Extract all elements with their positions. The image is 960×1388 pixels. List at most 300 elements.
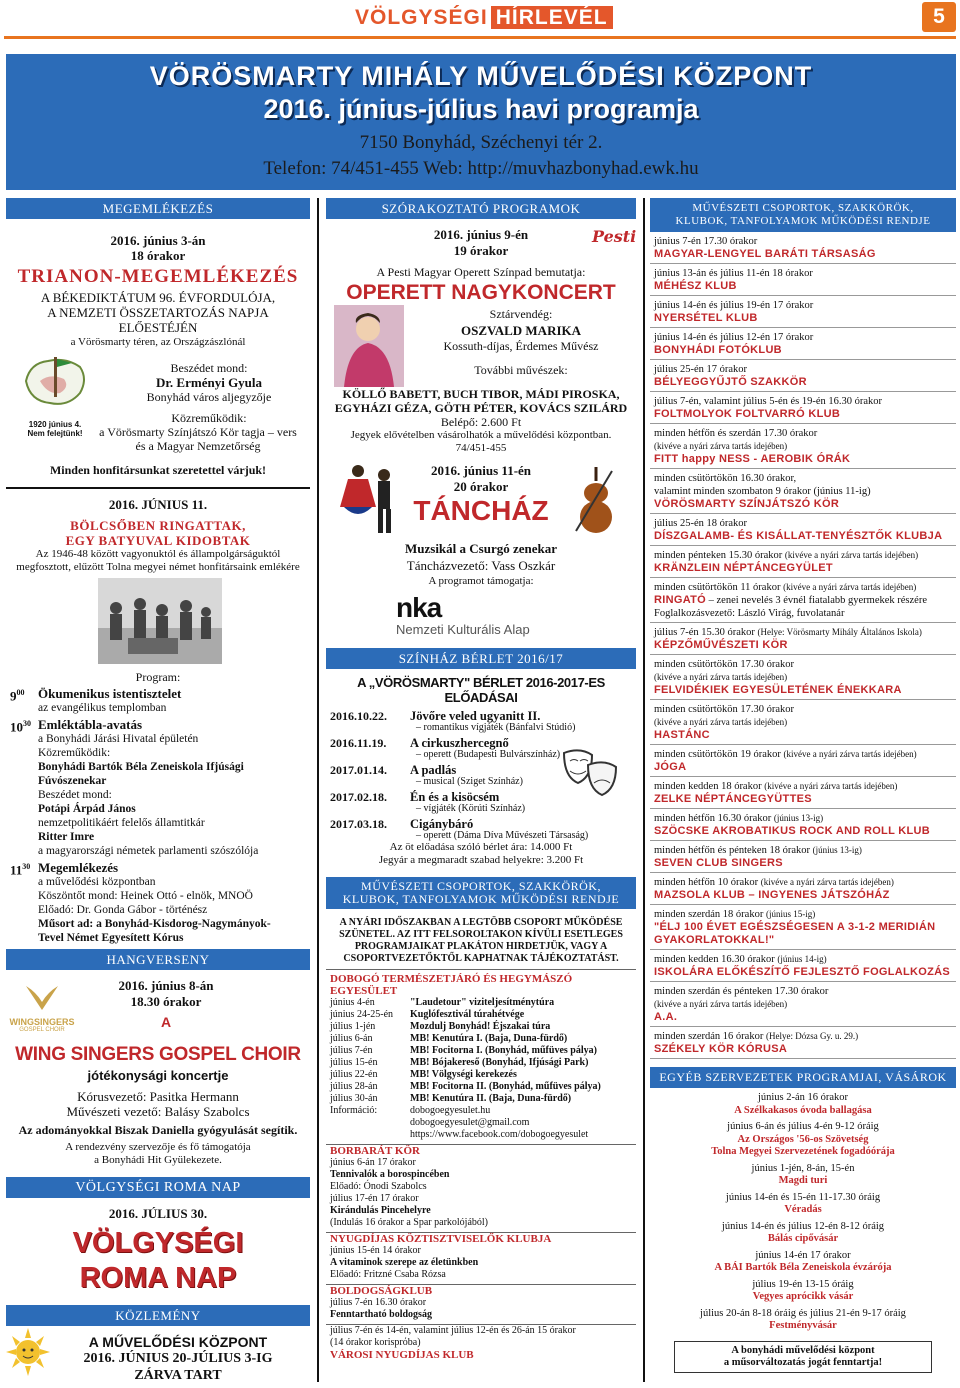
show-desc: – operett (Dáma Díva Művészeti Társaság) [416, 830, 589, 841]
club-entry [650, 623, 956, 655]
speaker-role: Bonyhád város aljegyzője [146, 390, 272, 404]
club-time-text: június 7-én 17.30 órakor [654, 236, 758, 247]
event-title: EGY BATYUVAL KIDOBTAK [65, 533, 251, 548]
club-time-text: minden hétfőn 16.30 órakor [654, 813, 772, 824]
other-event [650, 1308, 956, 1333]
club-name-line [654, 793, 952, 806]
schedule-date: július 1-jén [330, 1021, 376, 1032]
club-name: A.A. [654, 1011, 678, 1023]
section-header: EGYÉB SZERVEZETEK PROGRAMJAI, VÁSÁROK [650, 1067, 956, 1088]
section-header [326, 877, 636, 909]
program-title: Emléktábla-avatás [38, 717, 142, 732]
show-date: 2017.02.18. [330, 790, 387, 804]
event-name: Vegyes aprócikk vásár [752, 1291, 854, 1302]
schedule-event: MB! Focitorna I. (Bonyhád, műfüves pálya) [410, 1045, 597, 1056]
program-banner [6, 54, 956, 190]
show-desc: – vígjáték (Körúti Színház) [416, 803, 526, 814]
program-title: Ökumenikus istentisztelet [38, 686, 182, 701]
club-desc: – zenei nevelés 3 évnél fiatalabb gyermekek részére [706, 595, 927, 606]
event-date: 2016. június 8-án [118, 978, 214, 993]
contact-link[interactable]: https://www.facebook.com/dobogoegyesulet [410, 1129, 589, 1140]
club-name: SEVEN CLUB SINGERS [654, 857, 783, 869]
club-name: BONYHÁDI FOTÓKLUB [654, 344, 782, 356]
club-time [654, 331, 952, 344]
club-note: (június 13-ig) [812, 845, 862, 855]
event-title: WING SINGERS GOSPEL CHOIR [15, 1044, 301, 1065]
program-line: Ritter Imre [38, 831, 95, 843]
banner-subtitle: 2016. június-július havi programja [263, 94, 699, 124]
schedule-event: Kuglófesztivál túrahétvége [410, 1009, 525, 1020]
seat-price: Jegyár a megmaradt szabad helyekre: 3.200 Ft [378, 854, 584, 866]
other-events [650, 1092, 956, 1333]
club-time-text: minden szerdán 16 órakor [654, 1031, 764, 1042]
program-list [6, 686, 310, 945]
club-name-line [654, 684, 952, 697]
club-schedule [650, 232, 956, 1059]
program-item [6, 717, 310, 858]
trianon-logo [20, 351, 90, 438]
roma-title: ROMA NAP [79, 1262, 237, 1294]
dance-leader: Táncházvezető: Vass Oszkár [406, 558, 556, 573]
subscription-title: A „VÖRÖSMARTY" BÉRLET 2016-2017-ES ELŐADÁSAI [357, 675, 605, 705]
club-time-text: minden kedden 18 órakor [654, 781, 762, 792]
guest-award: Kossuth-díjas, Érdemes Művész [443, 339, 599, 353]
header-line: KLUBOK, TANFOLYAMOK MŰKÖDÉSI RENDJE [675, 215, 931, 227]
program-title: Megemlékezés [38, 860, 119, 875]
event-time: június 2-án 16 órakor [757, 1092, 849, 1103]
club-title: VÁROSI NYUGDÍJAS KLUB [330, 1349, 474, 1361]
show-title: A padlás [410, 763, 457, 777]
club-entry [650, 1027, 956, 1059]
club-name: MAGYAR-LENGYEL BARÁTI TÁRSASÁG [654, 248, 876, 260]
club-time [654, 780, 952, 793]
event-desc: megfosztott, elűzött Tolna megyei német honfitársaink emlékére [16, 561, 300, 573]
schedule-date: július 15-én [330, 1057, 378, 1068]
column-divider [317, 198, 319, 1382]
schedule-event: MB! Bójakereső (Bonyhád, Ifjúsági Park) [410, 1057, 589, 1068]
schedule-date: július 30-án [330, 1093, 378, 1104]
schedule-date: július 7-én [330, 1045, 373, 1056]
club-name-line [654, 889, 952, 902]
organizer-note: A rendezvény szervezője és fő támogatója [65, 1141, 251, 1153]
schedule-row [330, 1069, 636, 1081]
event-place: a Vörösmarty téren, az Országzászlónál [70, 336, 246, 348]
club-title: BORBARÁT KÖR [330, 1145, 420, 1157]
club-name: KÉPZŐMŰVÉSZETI KÖR [654, 639, 788, 651]
guest-label: Sztárvendég: [489, 307, 553, 321]
divider [326, 969, 636, 970]
club-line: június 6-án 17 órakor [330, 1157, 416, 1168]
club-note: (június 13-ig) [773, 813, 824, 823]
event-desc: Az 1946-48 között vagyonuktól és állampolgárságuktól [35, 548, 281, 560]
schedule-event: Mozdulj Bonyhád! Éjszakai túra [410, 1021, 551, 1032]
club-line: Tennivalók a borospincében [330, 1169, 450, 1180]
newsletter-title: VÖLGYSÉGI HÍRLEVÉL [355, 6, 613, 30]
club-name-line [654, 825, 952, 838]
event-time: július 20-án 8-18 óráig és július 21-én 9-17 óráig [700, 1307, 906, 1319]
event-date: 2016. JÚNIUS 11. [108, 497, 208, 512]
program-time [10, 860, 30, 877]
club-name-line [654, 376, 952, 389]
club-name: MÉHÉSZ KLUB [654, 280, 737, 292]
club-entry [650, 232, 956, 264]
other-event [650, 1163, 956, 1188]
club-name: BÉLYEGGYŰJTŐ SZAKKÖR [654, 376, 807, 388]
show-desc: – operett (Budapesti Bulvárszínház) [416, 749, 561, 760]
club-time-text: július 7-én 15.30 órakor [654, 627, 755, 638]
event-name: Magdi turi [778, 1175, 828, 1186]
event-time: június 6-án és július 4-én 9-12 óráig [727, 1121, 879, 1132]
club-note: (kivéve a nyári zárva tartás idejében) [654, 441, 788, 451]
club-entry [650, 982, 956, 1027]
club-note: (június 14-ig) [777, 954, 827, 964]
section-header: SZÍNHÁZ BÉRLET 2016/17 [326, 648, 636, 669]
club-entry [650, 264, 956, 296]
club-entry [650, 655, 956, 700]
column-left [6, 198, 310, 1382]
event-time: június 14-én és 15-én 11-17.30 óráig [725, 1191, 881, 1203]
event-title: TRIANON-MEGEMLÉKEZÉS [17, 266, 299, 287]
notice-line: PROGRAMJAIKAT PLAKÁTON HIRDETJÜK, VAGY A [354, 941, 608, 952]
program-line: az evangélikus templomban [38, 702, 167, 714]
club-name: FELVIDÉKIEK EGYESÜLETÉNEK ÉNEKKARA [654, 684, 902, 696]
section-header: MEGEMLÉKEZÉS [6, 198, 310, 219]
club-note: (Helye: Vörösmarty Mihály Általános Iskola) [757, 627, 922, 637]
section-header: HANGVERSENY [6, 949, 310, 970]
club-title-line: EGYESÜLET [330, 985, 398, 997]
club-time-text: minden hétfőn és pénteken 18 órakor [654, 845, 810, 856]
club-line: július 7-én és 14-én, valamint július 12-én és 26-án 15 órakor [330, 1325, 576, 1336]
club-name: "ÉLJ 100 ÉVET EGÉSZSÉGESEN A 3-1-2 MERIDIÁN [654, 921, 936, 933]
club-time [654, 812, 952, 825]
other-event [650, 1121, 956, 1159]
section-header: KÖZLEMÉNY [6, 1305, 310, 1326]
event-time: 18.30 órakor [130, 994, 202, 1009]
club-name-line [654, 761, 952, 774]
column-middle [326, 198, 636, 1382]
event-date: 2016. JÚLIUS 30. [108, 1206, 208, 1221]
club-name: NYERSÉTEL KLUB [654, 312, 758, 324]
club-name-line [654, 453, 952, 466]
club-time: valamint minden szombaton 9 órakor (június 11-ig) [654, 486, 871, 497]
program-time [10, 717, 31, 734]
club-time [654, 427, 952, 440]
event-time: június 14-én 17 órakor [755, 1249, 851, 1261]
event-name: A Szélkakasos óvoda ballagása [734, 1104, 872, 1116]
program-line: Fúvószenekar [38, 775, 107, 787]
show-row [326, 709, 636, 736]
club-name-line [654, 530, 952, 543]
club-time [654, 472, 952, 485]
program-hour: 11 [10, 862, 23, 878]
club-entry [650, 809, 956, 841]
club-entry [650, 328, 956, 360]
singer-photo [334, 305, 404, 387]
support-label: A programot támogatja: [428, 575, 534, 587]
notice-line: ZÁRVA TART [134, 1368, 222, 1383]
schedule-date: június 24-25-én [330, 1009, 394, 1020]
club-time [654, 953, 952, 966]
other-event [650, 1092, 956, 1117]
event-name: Véradás [784, 1204, 822, 1215]
program-item [6, 686, 310, 715]
nka-mark: nka [396, 592, 442, 623]
invite-text: Minden honfitársunkat szeretettel várjuk! [49, 463, 267, 477]
club-time [654, 658, 952, 671]
other-event [650, 1221, 956, 1246]
show-row [326, 817, 636, 844]
donation-note: Az adományokkal Biszak Daniella gyógyulását segítik. [18, 1123, 298, 1137]
show-date: 2017.01.14. [330, 763, 387, 777]
banner-contact: Telefon: 74/451-455 Web: http://muvhazbonyhad.ewk.hu [263, 158, 699, 179]
event-title: BÖLCSŐBEN RINGATTAK, [70, 518, 246, 533]
ticket-phone: 74/451-455 [455, 442, 507, 454]
guest-name: OSZVALD MARIKA [460, 323, 582, 338]
club-line: (Indulás 16 órakor a Spar parkolójából) [330, 1217, 489, 1228]
schedule-date: július 28-án [330, 1081, 378, 1092]
club-time-text: július 25-én 17 órakor [654, 364, 748, 375]
show-title: A cirkuszhercegnő [410, 736, 509, 750]
event-time: 20 órakor [453, 479, 509, 494]
program-line: Beszédet mond: [38, 789, 112, 801]
club-entry [650, 578, 956, 623]
club-line: (14 órakor korisprόba) [330, 1337, 421, 1348]
schedule-row [330, 1009, 636, 1021]
club-entry [650, 700, 956, 745]
club-time [654, 299, 952, 312]
club-name: ZELKE NÉPTÁNCEGYÜTTES [654, 793, 812, 805]
others-line: KÖLLŐ BABETT, BUCH TIBOR, MÁDI PIROSKA, [342, 387, 620, 401]
club-time-text: minden kedden 16.30 órakor [654, 954, 775, 965]
program-minute: 30 [23, 719, 31, 728]
event-date: 2016. június 11-én [430, 463, 532, 478]
club-name-line [654, 1011, 952, 1024]
club-note: (kivéve a nyári zárva tartás idejében) [784, 550, 919, 560]
program-label: Program: [135, 670, 181, 684]
program-line: Közreműködik: [38, 747, 111, 759]
coop-label: Közreműködik: [171, 411, 247, 425]
event-name: A BÁI Bartók Béla Zeneiskola évzárója [714, 1262, 892, 1273]
ticket-price: Belépő: 2.600 Ft [440, 415, 522, 429]
column-divider [643, 198, 645, 1382]
pesti-logo: Pesti [592, 227, 637, 246]
column-right [650, 198, 956, 1382]
club-entry [650, 841, 956, 873]
event-time: június 14-én és július 12-én 8-12 óráig [721, 1220, 885, 1232]
schedule-date: Információ: [330, 1105, 378, 1116]
club-entry [650, 360, 956, 392]
event-subtitle: A BÉKEDIKTÁTUM 96. ÉVFORDULÓJA, [40, 290, 276, 305]
club-note: (Helye: Dózsa Gy. u. 29.) [765, 1031, 859, 1041]
club-name: DÍSZGALAMB- ÉS KISÁLLAT-TENYÉSZTŐK KLUBJA [654, 530, 943, 542]
club-time [654, 703, 952, 716]
other-event [650, 1192, 956, 1217]
club-name-line [654, 312, 952, 325]
coop-line: a Vörösmarty Színjátszó Kör tagja – vers [99, 425, 297, 439]
club-time-text: június 13-án és július 11-én 18 órakor [654, 268, 813, 279]
section-header: SZÓRAKOZTATÓ PROGRAMOK [326, 198, 636, 219]
sun-icon [6, 1328, 50, 1381]
club-note: (kivéve a nyári zárva tartás idejében) [764, 781, 898, 791]
theatre-masks-icon [558, 743, 622, 812]
roma-title: VÖLGYSÉGI [72, 1227, 244, 1259]
club-time-text: minden szerdán 18 órakor [654, 909, 764, 920]
club-name: SZÖCSKE AKROBATIKUS ROCK AND ROLL KLUB [654, 825, 931, 837]
club-entry [650, 424, 956, 469]
club-leader: Foglalkozásvezető: László Virág, fuvolatanár [654, 608, 845, 619]
speaker-name: Dr. Erményi Gyula [155, 375, 263, 390]
club-time [654, 235, 952, 248]
nka-logo [326, 588, 636, 640]
club-name-line [654, 408, 952, 421]
club-note: (kivéve a nyári zárva tartás idejében) [783, 749, 917, 759]
club-time-text: minden csütörtökön 11 órakor [654, 582, 781, 593]
club-line: Fenntartható boldogság [330, 1309, 432, 1320]
violin-image [566, 461, 626, 546]
schedule-event: MB! Kenutúra II. (Baja, Duna-fürdő) [410, 1093, 572, 1104]
banner-title: VÖRÖSMARTY MIHÁLY MŰVELŐDÉSI KÖZPONT [149, 61, 813, 91]
schedule-event: MB! Focitorna II. (Bonyhád, műfüves pálya) [410, 1081, 601, 1092]
event-subtitle: A NEMZETI ÖSSZETARTOZÁS NAPJA [47, 305, 269, 320]
club-time-text: minden csütörtökön 19 órakor [654, 749, 781, 760]
schedule-event: MB! Kenutúra I. (Baja, Duna-fürdő) [410, 1033, 568, 1044]
schedule-event: dobogoegyesulet.hu [410, 1105, 491, 1116]
program-line: Tevel Német Egyesített Kórus [38, 932, 184, 944]
club-name: FOLTMOLYOK FOLTVARRÓ KLUB [654, 408, 841, 420]
club-line: Előadó: Ónodi Szabolcs [330, 1181, 427, 1192]
club-time-text: minden hétfőn 10 órakor [654, 877, 759, 888]
coop-line: és a Magyar Nemzetőrség [135, 439, 261, 453]
page-number: 5 [922, 2, 956, 32]
event-name: Festményvásár [769, 1320, 837, 1331]
banner-address: 7150 Bonyhád, Széchenyi tér 2. [359, 132, 603, 153]
program-line: Előadó: Dr. Gonda Gábor - történész [38, 904, 208, 916]
club-line: Előadó: Fritzné Csaba Rózsa [330, 1269, 446, 1280]
summer-notice [326, 917, 636, 965]
show-desc: – romantikus vígjáték (Bánfalvi Stúdió) [416, 722, 576, 733]
program-minute: 00 [16, 688, 25, 697]
event-time: július 19-én 13-15 óráig [752, 1278, 854, 1290]
club-note: (kivéve a nyári zárva tartás idejében) [783, 582, 917, 592]
club-entry [650, 905, 956, 950]
club-name: JÓGA [654, 761, 687, 773]
club-time-text: minden csütörtökön 17.30 órakor [654, 704, 794, 715]
club-entry [650, 873, 956, 905]
club-name-line [654, 1043, 952, 1056]
club-time-text: minden pénteken 15.30 órakor [654, 550, 783, 561]
club-line: július 17-én 17 órakor [330, 1193, 419, 1204]
artistic-director: Művészeti vezető: Balásy Szabolcs [66, 1104, 250, 1119]
club-entry [650, 296, 956, 328]
club-name-line [654, 966, 952, 979]
club-entry [650, 745, 956, 777]
event-time: június 1-jén, 8-án, 15-én [751, 1162, 855, 1174]
program-line: nemzetpolitikáért felelős államtitkár [38, 817, 205, 829]
club-time [654, 267, 952, 280]
event-name: Az Országos '56-os Szövetség [737, 1133, 869, 1145]
schedule-row [330, 997, 636, 1009]
organizer-note: a Bonyhádi Hit Gyülekezete. [94, 1154, 222, 1166]
nka-name: Nemzeti Kulturális Alap [396, 622, 530, 637]
schedule-date: július 6-án [330, 1033, 373, 1044]
others-line: EGYHÁZI GÉZA, GÖTH PÉTER, KOVÁCS SZILÁRD [334, 401, 628, 415]
schedule-row [330, 1033, 636, 1045]
program-line: a művelődési központban [38, 876, 156, 888]
club-time-text: június 14-én és július 19-én 17 órakor [654, 300, 814, 311]
club-time [654, 1030, 952, 1043]
club-name: SZÉKELY KÖR KÓRUSA [654, 1043, 788, 1055]
club-time [654, 844, 952, 857]
footer-line: A bonyhádi művelődési központ [731, 1344, 875, 1356]
club-note: (kivéve a nyári zárva tartás idejében) [654, 717, 788, 727]
club-name-line [654, 921, 952, 934]
schedule-event: MB! Völgységi kerekezés [410, 1069, 517, 1080]
program-line: Köszöntőt mond: Heinek Ottó - elnök, MNOÖ [38, 890, 253, 902]
header-line: MŰVÉSZETI CSOPORTOK, SZAKKÖRÖK, [692, 202, 914, 214]
section-header [650, 198, 956, 232]
club-note: (kivéve a nyári zárva tartás idejében) [654, 672, 788, 682]
club-time [654, 908, 952, 921]
club-line: A vitaminok szerepe az életünkben [330, 1257, 479, 1268]
club-time-text: minden hétfőn és szerdán 17.30 órakor [654, 428, 818, 439]
club-line: július 7-én 16.30 órakor [330, 1297, 427, 1308]
club-name: GYAKORLATOKKAL!" [654, 934, 775, 946]
schedule-date: június 4-én [330, 997, 375, 1008]
club-note: (kivéve a nyári zárva tartás idejében) [654, 999, 788, 1009]
club-name-line [654, 498, 952, 511]
club-name-line [654, 248, 952, 261]
program-minute: 30 [22, 862, 31, 871]
program-line: Potápi Árpád János [38, 803, 136, 815]
contact-email: dobogoegyesulet@gmail.com [410, 1117, 530, 1128]
top-divider [4, 36, 956, 39]
club-time-text: minden csütörtökön 16.30 órakor, [654, 473, 797, 484]
schedule-row [330, 1057, 636, 1069]
club-title: BOLDOGSÁGKLUB [330, 1285, 433, 1297]
club-time-text: minden szerdán és pénteken 17.30 órakor [654, 986, 829, 997]
event-time: 18 órakor [130, 248, 186, 263]
club-time-text: július 7-én, valamint július 5-én és 19-én 16.30 órakor [654, 396, 883, 407]
logo-caption: Nem felejtünk! [27, 429, 83, 438]
club-name: HASTÁNC [654, 729, 710, 741]
dancers-image [336, 461, 406, 542]
show-title: Cigánybáró [410, 817, 474, 831]
event-name: Bálás cipővásár [767, 1233, 839, 1244]
event-intro: A Pesti Magyar Operett Színpad bemutatja: [376, 265, 586, 279]
event-article: A [160, 1014, 172, 1030]
other-event [650, 1250, 956, 1275]
club-name-line [654, 594, 952, 607]
notice-line: CSOPORTVEZETŐKTŐL KAPHATNAK TÁJÉKOZTATÁST. [343, 953, 619, 964]
club-entry [650, 546, 956, 578]
show-date: 2016.10.22. [330, 709, 387, 723]
club-entry [650, 514, 956, 546]
choir-leader: Kórusvezető: Pasitka Hermann [77, 1089, 239, 1104]
subscription-price: Az öt előadása szóló bérlet ára: 14.000 Ft [389, 841, 573, 853]
club-time [654, 517, 952, 530]
show-title: Jövőre veled ugyanitt II. [410, 709, 541, 723]
club-time [654, 876, 952, 889]
program-hour: 10 [10, 719, 23, 735]
program-time [10, 686, 25, 703]
masthead [0, 0, 960, 36]
schedule-event: "Laudetour" viziteljesítménytúra [410, 997, 555, 1008]
club-entry [650, 950, 956, 982]
club-name-line [654, 639, 952, 652]
ticket-info: Jegyek elővételben vásárolhatók a művelődési központban. [350, 429, 612, 441]
club-name-line [654, 729, 952, 742]
notice-line: SZÜNETEL. AZ ITT FELSOROLTAKON KÍVÜLI ESETLEGES [339, 929, 623, 940]
